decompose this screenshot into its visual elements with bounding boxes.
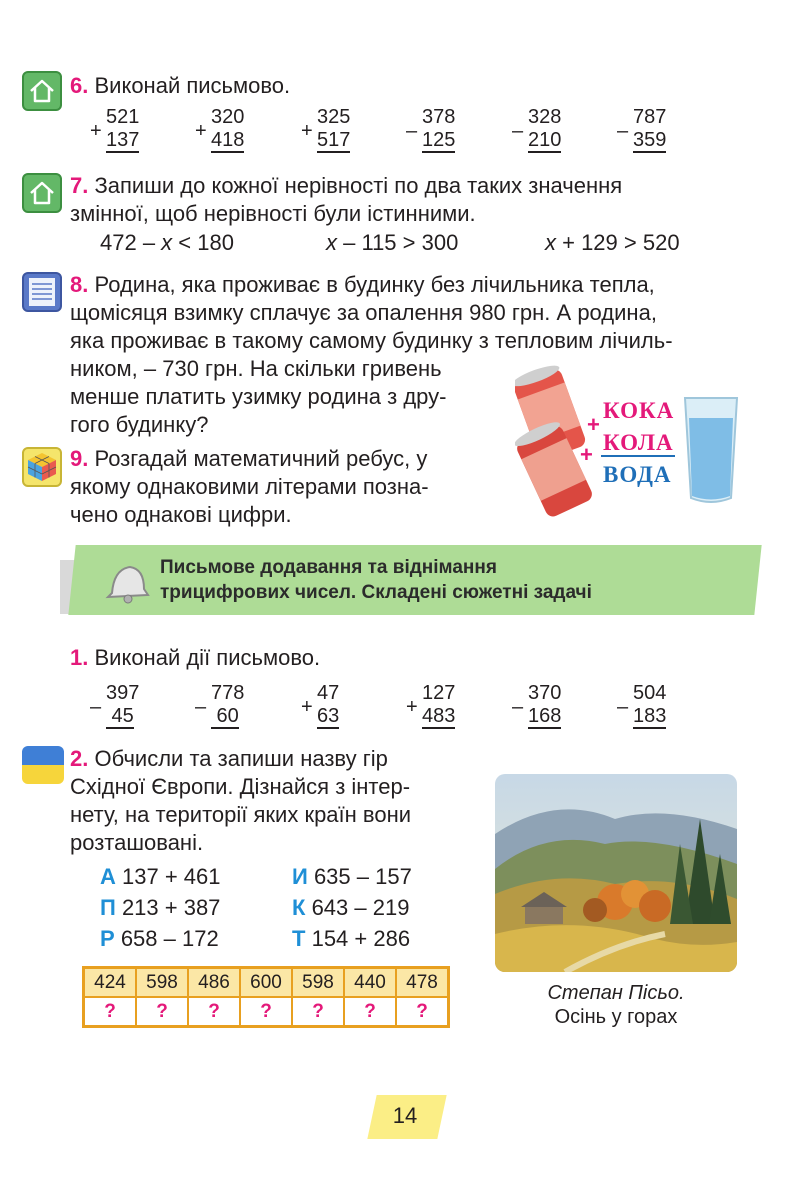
column-top: 378 (422, 106, 456, 128)
task1-text: Виконай дії письмово. (94, 645, 321, 670)
answer-cell: 424 (84, 968, 137, 998)
expression-p (100, 893, 220, 923)
expression-k (292, 893, 409, 923)
column-sign: – (195, 696, 207, 718)
column-bottom: 418 (211, 129, 245, 151)
column-top: 778 (211, 682, 245, 704)
section-title-line-1: Письмове додавання та віднімання (160, 557, 497, 578)
letter-blank: ? (84, 997, 137, 1027)
column-bottom: 210 (528, 129, 562, 151)
expression-letter: К (292, 895, 306, 920)
column-bottom: 125 (422, 129, 456, 151)
column-top: 325 (317, 106, 351, 128)
column-bottom: 183 (633, 705, 667, 727)
variable: x (326, 230, 337, 255)
column-bottom: 517 (317, 129, 351, 151)
task1-number: 1. (70, 645, 89, 670)
task2-text: Обчисли та запиши назву гір (94, 746, 388, 771)
task9-text: Розгадай математичний ребус, у (94, 446, 428, 471)
column-bottom: 137 (106, 129, 140, 151)
task7-line-2: змінної, щоб нерівності були істинними. (70, 201, 476, 226)
task8-line-1 (70, 271, 736, 299)
inequality-part: – 115 > 300 (337, 230, 459, 255)
section-title (160, 555, 592, 605)
column-sign: – (512, 696, 524, 718)
column-top: 328 (528, 106, 562, 128)
inequality-part: + 129 > 520 (556, 230, 680, 255)
column-sign: – (90, 696, 102, 718)
task8-line-4: ником, – 730 грн. На скільки гривень (70, 356, 442, 381)
rubik-cube-icon (22, 447, 62, 487)
answer-values-row (84, 968, 449, 998)
column-sign: – (617, 696, 629, 718)
column-top: 521 (106, 106, 140, 128)
answer-cell: 598 (292, 968, 344, 998)
column-bottom: 359 (633, 129, 667, 151)
letter-blank: ? (136, 997, 188, 1027)
section-title-line-2: трицифрових чисел. Складені сюжетні задачі (160, 582, 592, 603)
painting-autumn-mountains (495, 774, 737, 972)
task6-text: Виконай письмово. (94, 73, 291, 98)
expression-text: 154 + 286 (311, 926, 411, 951)
painting-author: Степан Пісьо. (547, 982, 685, 1004)
column-sign: + (90, 120, 102, 142)
letter-blank: ? (188, 997, 240, 1027)
inequality-1 (100, 230, 234, 256)
task9-line-2: якому однаковими літерами позна- (70, 474, 429, 499)
column-sign: – (512, 120, 524, 142)
letter-blank: ? (396, 997, 449, 1027)
expression-text: 137 + 461 (122, 864, 221, 889)
letter-blank: ? (344, 997, 396, 1027)
expression-r (100, 924, 219, 954)
page-number: 14 (392, 1103, 418, 1128)
expression-text: 658 – 172 (120, 926, 219, 951)
letter-blank: ? (292, 997, 344, 1027)
bell-icon (100, 555, 152, 612)
task2-line-2: Східної Європи. Дізнайся з інтер- (70, 774, 411, 799)
task8-line-2: щомісяця взимку сплачує за опалення 980 грн. А родина, (70, 300, 657, 325)
answer-cell: 478 (396, 968, 449, 998)
rebus-word-1: КОКА (603, 398, 675, 423)
column-top: 127 (422, 682, 456, 704)
task9-number: 9. (70, 446, 89, 471)
column-top: 320 (211, 106, 245, 128)
column-sign: + (301, 120, 313, 142)
expression-letter: И (292, 864, 308, 889)
expression-t (292, 924, 410, 954)
task9-line-3: чено однакові цифри. (70, 502, 292, 527)
column-top: 397 (106, 682, 140, 704)
task8-line-6: гого будинку? (70, 412, 209, 437)
task1-heading (70, 644, 320, 672)
variable: x (545, 230, 556, 255)
inequality-3 (545, 230, 680, 256)
expression-text: 635 – 157 (313, 864, 412, 889)
column-sign: + (195, 120, 207, 142)
inequality-part: 472 – (100, 230, 162, 255)
column-top: 370 (528, 682, 562, 704)
column-sign: + (301, 696, 313, 718)
task2-line-4: розташовані. (70, 830, 204, 855)
task7-text: Запиши до кожної нерівності по два таких значення (94, 173, 623, 198)
column-bottom: 63 (317, 705, 340, 727)
rebus-word-3: ВОДА (603, 462, 672, 487)
answer-cell: 600 (240, 968, 292, 998)
column-top: 787 (633, 106, 667, 128)
expression-text: 643 – 219 (311, 895, 410, 920)
expression-letter: Р (100, 926, 115, 951)
inequality-2 (326, 230, 458, 256)
home-icon (22, 71, 62, 111)
answer-cell: 440 (344, 968, 396, 998)
answer-cell: 486 (188, 968, 240, 998)
task8-line-3: яка проживає в такому самому будинку з тепловим лічиль- (70, 328, 673, 353)
expression-letter: Т (292, 926, 306, 951)
column-sign: + (406, 696, 418, 718)
expression-text: 213 + 387 (121, 895, 221, 920)
task2-number: 2. (70, 746, 89, 771)
expression-a (100, 862, 221, 892)
notebook-icon (22, 272, 62, 312)
column-sign: – (406, 120, 418, 142)
ukraine-flag-icon (22, 746, 64, 784)
inequality-part: < 180 (172, 230, 234, 255)
task2-line-1 (70, 745, 474, 773)
answer-letters-row (84, 997, 449, 1027)
task2-line-3: нету, на території яких країн вони (70, 802, 412, 827)
column-sign: – (617, 120, 629, 142)
column-bottom: 60 (211, 705, 239, 727)
column-bottom: 168 (528, 705, 562, 727)
expression-letter: А (100, 864, 116, 889)
painting-title: Осінь у горах (554, 1006, 678, 1028)
column-bottom: 483 (422, 705, 456, 727)
task7-line-1 (70, 172, 736, 200)
variable: x (161, 230, 173, 255)
task8-number: 8. (70, 272, 89, 297)
task8-line-5: менше платить узимку родина з дру- (70, 384, 447, 409)
rebus-illustration (515, 360, 745, 520)
answer-cell: 598 (136, 968, 188, 998)
task8-text: Родина, яка проживає в будинку без лічильника тепла, (94, 272, 655, 297)
home-icon (22, 173, 62, 213)
answer-table (82, 966, 450, 1028)
task9-line-1 (70, 445, 500, 473)
column-top: 47 (317, 682, 340, 704)
task6-number: 6. (70, 73, 89, 98)
column-bottom: 45 (106, 705, 134, 727)
rebus-plus: + (580, 442, 593, 467)
expression-y (292, 862, 412, 892)
rebus-word-2: КОЛА (603, 430, 674, 455)
rebus-plus: + (587, 412, 600, 437)
letter-blank: ? (240, 997, 292, 1027)
task6-heading (70, 72, 290, 100)
expression-letter: П (100, 895, 116, 920)
column-top: 504 (633, 682, 667, 704)
task7-number: 7. (70, 173, 89, 198)
